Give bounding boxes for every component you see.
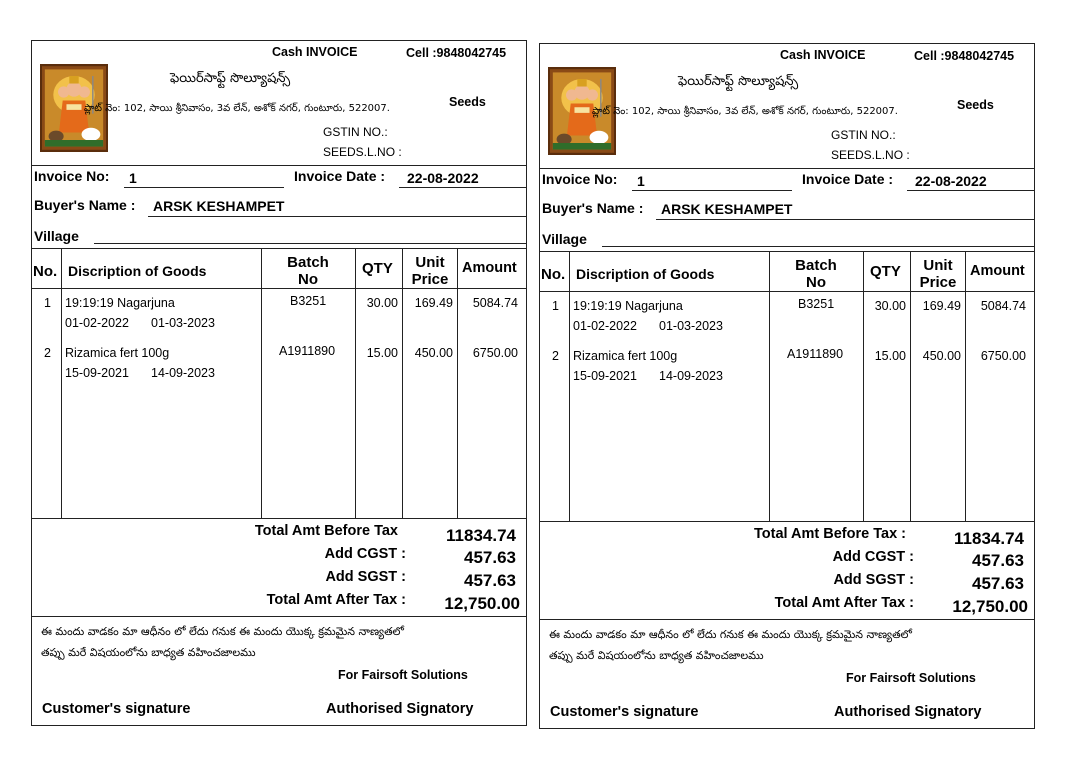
divider [540, 251, 1034, 252]
divider [32, 248, 526, 249]
disclaimer-line-1: ఈ మందు వాడకం మా ఆధీనం లో లేదు గనుక ఈ మందు యొక్క క్రమమైన నాణ్యతలో [41, 625, 404, 638]
row-2-amount: 6750.00 [980, 349, 1026, 363]
col-divider [261, 248, 262, 518]
buyer-label: Buyer's Name : [542, 200, 644, 216]
authorised-signatory-label: Authorised Signatory [326, 701, 474, 717]
invoice-date-label: Invoice Date : [294, 168, 386, 184]
seeds-license-label: SEEDS.L.NO : [831, 148, 910, 162]
cell-number: Cell :9848042745 [406, 46, 507, 60]
row-1-batch: B3251 [290, 294, 327, 308]
invoice-no-label: Invoice No: [34, 168, 110, 184]
gstin-label: GSTIN NO.: [831, 128, 896, 142]
row-2-description: Rizamica fert 100g [65, 346, 170, 360]
row-2-qty: 15.00 [366, 346, 398, 360]
col-divider [569, 251, 570, 521]
col-divider [965, 251, 966, 521]
invoice-sheet-2 [539, 43, 1035, 729]
invoice-date-value: 22-08-2022 [915, 173, 987, 189]
total-after-tax-value: 12,750.00 [952, 597, 1028, 616]
divider [540, 291, 1034, 292]
col-divider [355, 248, 356, 518]
invoice-type-title: Cash INVOICE [272, 45, 358, 59]
village-label: Village [542, 231, 587, 247]
row-1-amount: 5084.74 [472, 296, 518, 310]
buyer-name: ARSK KESHAMPET [153, 198, 285, 214]
col-header-description: Discription of Goods [576, 266, 715, 282]
col-divider [863, 251, 864, 521]
total-after-tax-value: 12,750.00 [444, 594, 520, 613]
row-1-amount: 5084.74 [980, 299, 1026, 313]
disclaimer-line-1: ఈ మందు వాడకం మా ఆధీనం లో లేదు గనుక ఈ మందు యొక్క క్రమమైన నాణ్యతలో [549, 628, 912, 641]
col-header-unit-line2: Price [411, 271, 449, 288]
customer-signature-label: Customer's signature [42, 701, 191, 717]
cgst-value: 457.63 [464, 548, 516, 567]
gstin-label: GSTIN NO.: [323, 125, 388, 139]
divider [32, 518, 526, 519]
invoice-date-label: Invoice Date : [802, 171, 894, 187]
row-1-batch: B3251 [798, 297, 835, 311]
row-1-qty: 30.00 [366, 296, 398, 310]
row-2-price: 450.00 [414, 346, 453, 360]
company-name: ఫెయిర్‌సాఫ్ట్ సొల్యూషన్స్ [678, 74, 799, 89]
col-header-unit-price [404, 254, 456, 288]
row-2-mfg-date: 15-09-2021 [65, 366, 129, 380]
buyer-label: Buyer's Name : [34, 197, 136, 213]
row-2-price: 450.00 [922, 349, 961, 363]
seeds-license-label: SEEDS.L.NO : [323, 145, 402, 159]
invoice-no-value: 1 [637, 173, 645, 189]
sgst-label: Add SGST : [833, 572, 914, 588]
buyer-name: ARSK KESHAMPET [661, 201, 793, 217]
col-header-unit-line1: Unit [415, 254, 445, 271]
row-2-batch: A1911890 [787, 347, 844, 361]
col-header-batch-line1: Batch [287, 254, 329, 271]
col-divider [769, 251, 770, 521]
sgst-label: Add SGST : [325, 569, 406, 585]
row-2-qty: 15.00 [874, 349, 906, 363]
authorised-signatory-label: Authorised Signatory [834, 704, 982, 720]
row-1-mfg-date: 01-02-2022 [573, 319, 637, 333]
divider [32, 165, 526, 166]
row-1-price: 169.49 [414, 296, 453, 310]
col-divider [61, 248, 62, 518]
cgst-label: Add CGST : [832, 549, 914, 565]
divider [32, 288, 526, 289]
for-company-label: For Fairsoft Solutions [338, 668, 468, 682]
seeds-label: Seeds [957, 98, 994, 112]
col-header-unit-price [912, 257, 964, 291]
row-2-amount: 6750.00 [472, 346, 518, 360]
col-header-batch-line2: No [806, 274, 826, 291]
row-1-price: 169.49 [922, 299, 961, 313]
invoice-no-underline [124, 187, 284, 188]
invoice-no-label: Invoice No: [542, 171, 618, 187]
disclaimer-line-2: తప్పు మరే విషయంలోను బాధ్యత వహించజాలము [549, 649, 764, 662]
row-2-description: Rizamica fert 100g [573, 349, 678, 363]
cgst-value: 457.63 [972, 551, 1024, 570]
row-1-description: 19:19:19 Nagarjuna [65, 296, 175, 310]
invoice-type-title: Cash INVOICE [780, 48, 866, 62]
row-2-batch: A1911890 [279, 344, 336, 358]
col-header-no: No. [33, 263, 58, 280]
col-divider [457, 248, 458, 518]
row-1-exp-date: 01-03-2023 [659, 319, 723, 333]
col-header-batch-line1: Batch [795, 257, 837, 274]
row-1-no: 1 [552, 299, 559, 313]
divider [32, 616, 526, 617]
row-2-no: 2 [552, 349, 559, 363]
col-header-unit-line1: Unit [923, 257, 953, 274]
invoice-date-underline [399, 187, 526, 188]
row-1-description: 19:19:19 Nagarjuna [573, 299, 683, 313]
col-header-description: Discription of Goods [68, 263, 207, 279]
row-1-exp-date: 01-03-2023 [151, 316, 215, 330]
company-address: ప్లాట్ నెం: 102, సాయి శ్రీనివాసం, 3వ లేన్, అశోక్ నగర్, గుంటూరు, 522007. [84, 103, 390, 114]
seeds-label: Seeds [449, 95, 486, 109]
col-header-amount: Amount [970, 263, 1025, 279]
divider [540, 619, 1034, 620]
row-1-qty: 30.00 [874, 299, 906, 313]
total-before-tax-label: Total Amt Before Tax [254, 523, 398, 539]
cgst-label: Add CGST : [324, 546, 406, 562]
row-2-mfg-date: 15-09-2021 [573, 369, 637, 383]
total-after-tax-label: Total Amt After Tax : [266, 592, 406, 608]
col-divider [402, 248, 403, 518]
buyer-underline [148, 216, 526, 217]
village-underline [94, 243, 526, 244]
row-2-exp-date: 14-09-2023 [659, 369, 723, 383]
village-label: Village [34, 228, 79, 244]
row-1-mfg-date: 01-02-2022 [65, 316, 129, 330]
invoice-date-value: 22-08-2022 [407, 170, 479, 186]
sgst-value: 457.63 [972, 574, 1024, 593]
for-company-label: For Fairsoft Solutions [846, 671, 976, 685]
village-underline [602, 246, 1034, 247]
total-before-tax-value: 11834.74 [446, 526, 516, 545]
invoice-date-underline [907, 190, 1034, 191]
invoice-no-underline [632, 190, 792, 191]
cell-number: Cell :9848042745 [914, 49, 1015, 63]
row-1-no: 1 [44, 296, 51, 310]
company-address: ప్లాట్ నెం: 102, సాయి శ్రీనివాసం, 3వ లేన్, అశోక్ నగర్, గుంటూరు, 522007. [592, 106, 898, 117]
row-2-no: 2 [44, 346, 51, 360]
disclaimer-line-2: తప్పు మరే విషయంలోను బాధ్యత వహించజాలము [41, 646, 256, 659]
divider [540, 521, 1034, 522]
total-before-tax-label: Total Amt Before Tax : [754, 526, 906, 542]
buyer-underline [656, 219, 1034, 220]
total-after-tax-label: Total Amt After Tax : [774, 595, 914, 611]
col-header-batch [769, 257, 863, 291]
row-2-exp-date: 14-09-2023 [151, 366, 215, 380]
col-header-unit-line2: Price [919, 274, 957, 291]
col-header-qty: QTY [870, 263, 901, 280]
col-header-amount: Amount [462, 260, 517, 276]
customer-signature-label: Customer's signature [550, 704, 699, 720]
invoice-no-value: 1 [129, 170, 137, 186]
col-divider [910, 251, 911, 521]
col-header-no: No. [541, 266, 566, 283]
col-header-qty: QTY [362, 260, 393, 277]
col-header-batch [261, 254, 355, 288]
total-before-tax-value: 11834.74 [954, 529, 1024, 548]
sgst-value: 457.63 [464, 571, 516, 590]
company-name: ఫెయిర్‌సాఫ్ట్ సొల్యూషన్స్ [170, 71, 291, 86]
invoice-sheet-1 [31, 40, 527, 726]
col-header-batch-line2: No [298, 271, 318, 288]
divider [540, 168, 1034, 169]
